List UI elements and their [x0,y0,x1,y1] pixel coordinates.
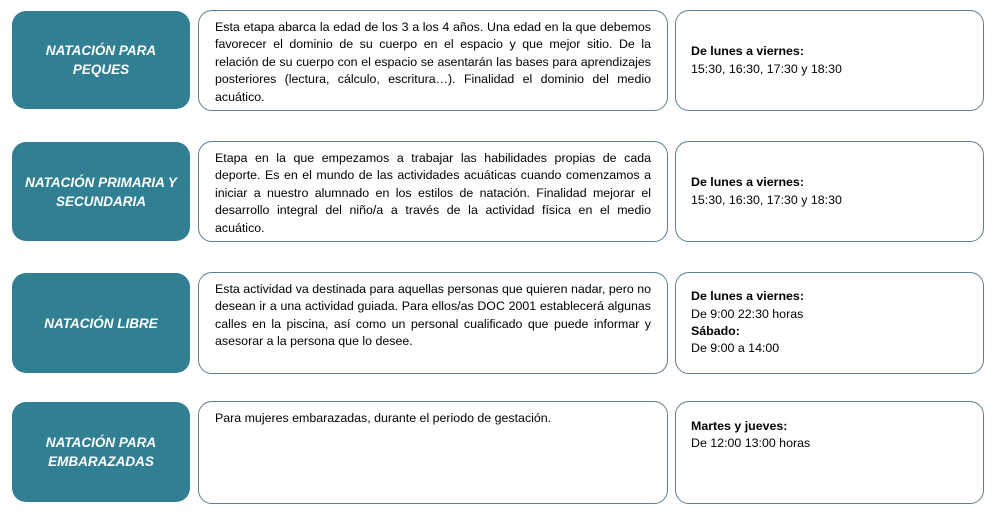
activity-description-text: Para mujeres embarazadas, durante el periodo de gestación. [215,411,552,425]
activity-description-text: Esta etapa abarca la edad de los 3 a los 4 años. Una edad en la que debemos favorecer el dominio de su cuerpo en el espacio y que mejor sitio. De la relación de su cuerpo con el espacio se asentarán las bases para aprendizajes posteriores (lectura, cálculo, escritura…). Finalidad el dominio del medio acuático. [215,20,651,104]
schedule-times: De 12:00 13:00 horas [691,436,811,451]
schedule-times: De 9:00 22:30 horas [691,306,804,321]
schedule-times: 15:30, 16:30, 17:30 y 18:30 [691,192,842,207]
schedule-heading: De lunes a viernes: [691,44,804,59]
activity-schedule [675,272,984,374]
activity-description [198,10,668,111]
activity-description-text: Etapa en la que empezamos a trabajar las habilidades propias de cada deporte. Es en el mundo de las actividades acuáticas cuando comenzamos a iniciar a nuestro alumnado en los estilos de natación. Finalidad mejorar el desarrollo integral del niño/a a través de la actividad física en el medio acuático. [215,151,651,235]
activity-schedule [675,141,984,242]
activity-title-text: NATACIÓN PARA PEQUES [45,43,157,77]
activity-description [198,401,668,504]
schedule-times: De 9:00 a 14:00 [691,341,780,356]
activity-description [198,272,668,374]
activity-description [198,141,668,242]
schedule-times: 15:30, 16:30, 17:30 y 18:30 [691,61,842,76]
activity-title-text: NATACIÓN LIBRE [44,315,158,331]
schedule-heading: Martes y jueves: [691,419,788,433]
activity-title-text: NATACIÓN PRIMARIA Y SECUNDARIA [25,174,177,209]
schedule-heading: De lunes a viernes: [691,175,804,190]
schedule-heading: De lunes a viernes: [691,289,804,304]
activity-title-text: NATACIÓN PARA EMBARAZADAS [45,435,157,469]
activity-title [12,11,190,109]
activity-description-text: Esta actividad va destinada para aquellas personas que quieren nadar, pero no desean ir a una actividad guiada. Para ellos/as DOC 2001 establecerá algunas calles en la piscina, así como un personal cualificado que puede informar y asesorar a la persona que lo desee. [215,282,651,349]
activity-schedule [675,10,984,111]
activity-title [12,402,190,502]
activity-title [12,273,190,373]
activity-schedule [675,401,984,504]
schedule-heading: Sábado: [691,324,740,338]
activity-title [12,142,190,241]
